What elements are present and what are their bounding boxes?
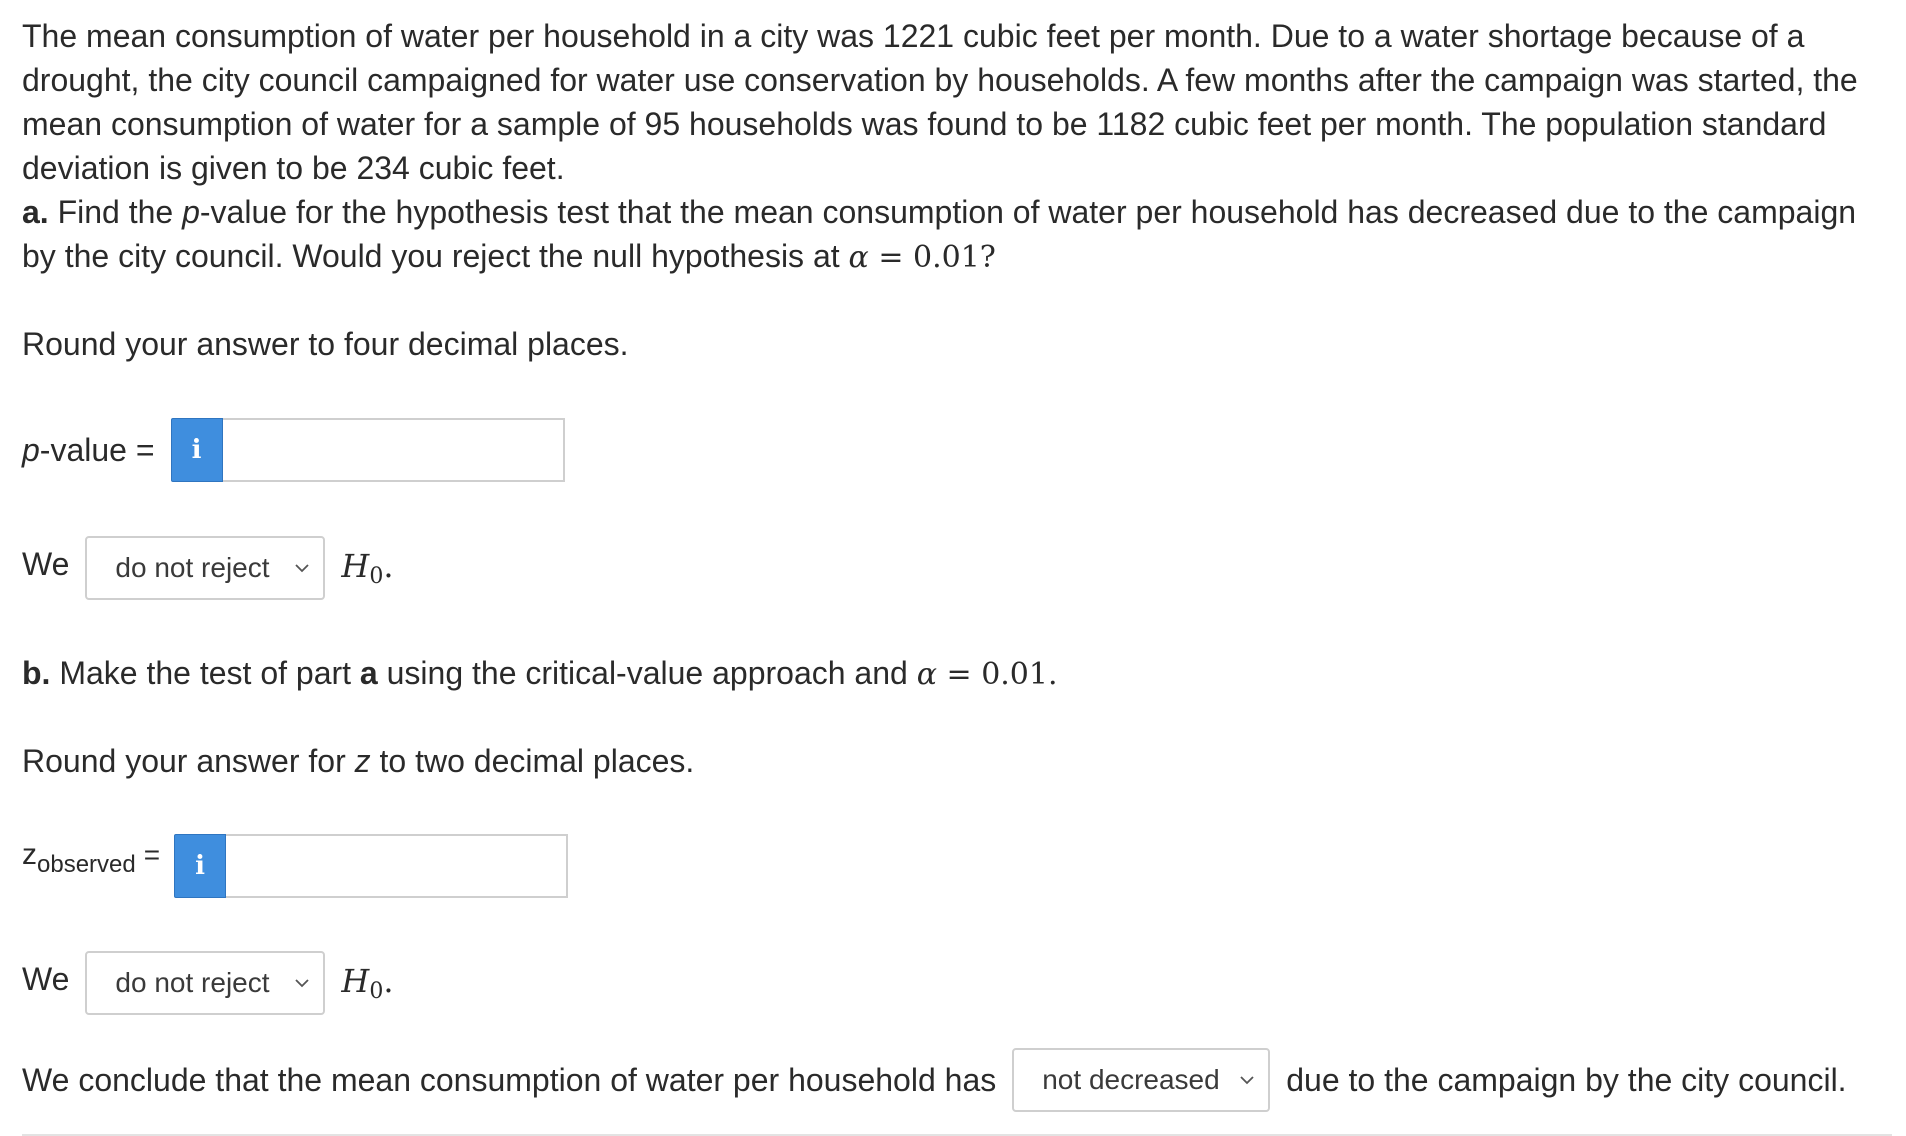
round-instruction-b: Round your answer for z to two decimal places. — [22, 743, 695, 779]
decision-b-value: do not reject — [115, 967, 270, 998]
part-a-text-1: Find the — [57, 194, 183, 230]
decision-b-row — [22, 951, 394, 1015]
chevron-down-icon — [1240, 1073, 1254, 1087]
part-b-question — [22, 651, 1058, 697]
conclusion-row — [22, 1048, 1847, 1112]
problem-statement — [22, 14, 1887, 280]
z-observed-label: $z_{observed}$ = — [22, 838, 161, 878]
part-a-question — [22, 190, 1887, 280]
we-label-a: We — [22, 546, 70, 582]
alpha-value: 0.01? — [913, 240, 996, 275]
z-observed-input[interactable] — [226, 834, 568, 898]
part-b-ref: a — [359, 655, 378, 691]
pvalue-p-symbol: p — [22, 432, 40, 468]
h0-symbol-a: $H_0$. — [341, 547, 394, 589]
alpha-symbol: α — [848, 240, 869, 275]
part-a-label: a. — [22, 194, 49, 230]
pvalue-row — [22, 418, 565, 482]
decision-a-select[interactable] — [85, 536, 325, 600]
alpha-symbol-b: α — [916, 657, 937, 692]
round-instruction-a: Round your answer to four decimal places. — [22, 326, 629, 362]
conclusion-text-1: We conclude that the mean consumption of water per household has — [22, 1062, 997, 1098]
chevron-down-icon — [295, 976, 309, 990]
z-observed-row — [22, 834, 568, 898]
problem-text: The mean consumption of water per household in a city was 1221 cubic feet per month. Due to a water shortage because of a drought, the city council campaigned for water use conservation by households. A few months after the campaign was started, the mean consumption of water for a sample of 95 households was found to be 1182 cubic feet per month. The population standard deviation is given to be 234 cubic feet. — [22, 18, 1858, 186]
conclusion-select-value: not decreased — [1042, 1064, 1220, 1095]
z-info-icon[interactable]: i — [174, 834, 226, 898]
chevron-down-icon — [295, 561, 309, 575]
part-b-text-2: using the critical-value approach and — [377, 655, 917, 691]
decision-a-value: do not reject — [115, 552, 270, 583]
pvalue-label: p-value = — [22, 432, 155, 468]
decision-a-row — [22, 536, 394, 600]
conclusion-text-2: due to the campaign by the city council. — [1286, 1062, 1847, 1098]
part-a-alpha-expression — [849, 240, 996, 275]
part-a-p-symbol: p — [182, 194, 200, 230]
pvalue-input[interactable] — [223, 418, 565, 482]
we-label-b: We — [22, 961, 70, 997]
pvalue-info-icon[interactable]: i — [171, 418, 223, 482]
part-a-text-2: -value for the hypothesis test that the mean consumption of water per household has decreased due to the campaign by the city council. Would you reject the null hypothesis at — [22, 194, 1857, 274]
part-b-text-1: Make the test of part — [50, 655, 360, 691]
part-b-alpha-expression: α = 0.01. — [916, 657, 1058, 692]
decision-b-select[interactable] — [85, 951, 325, 1015]
conclusion-select[interactable] — [1012, 1048, 1270, 1112]
part-b-label: b. — [22, 655, 51, 691]
alpha-equals: = — [868, 240, 913, 275]
h0-symbol-b: $H_0$. — [341, 962, 394, 1004]
